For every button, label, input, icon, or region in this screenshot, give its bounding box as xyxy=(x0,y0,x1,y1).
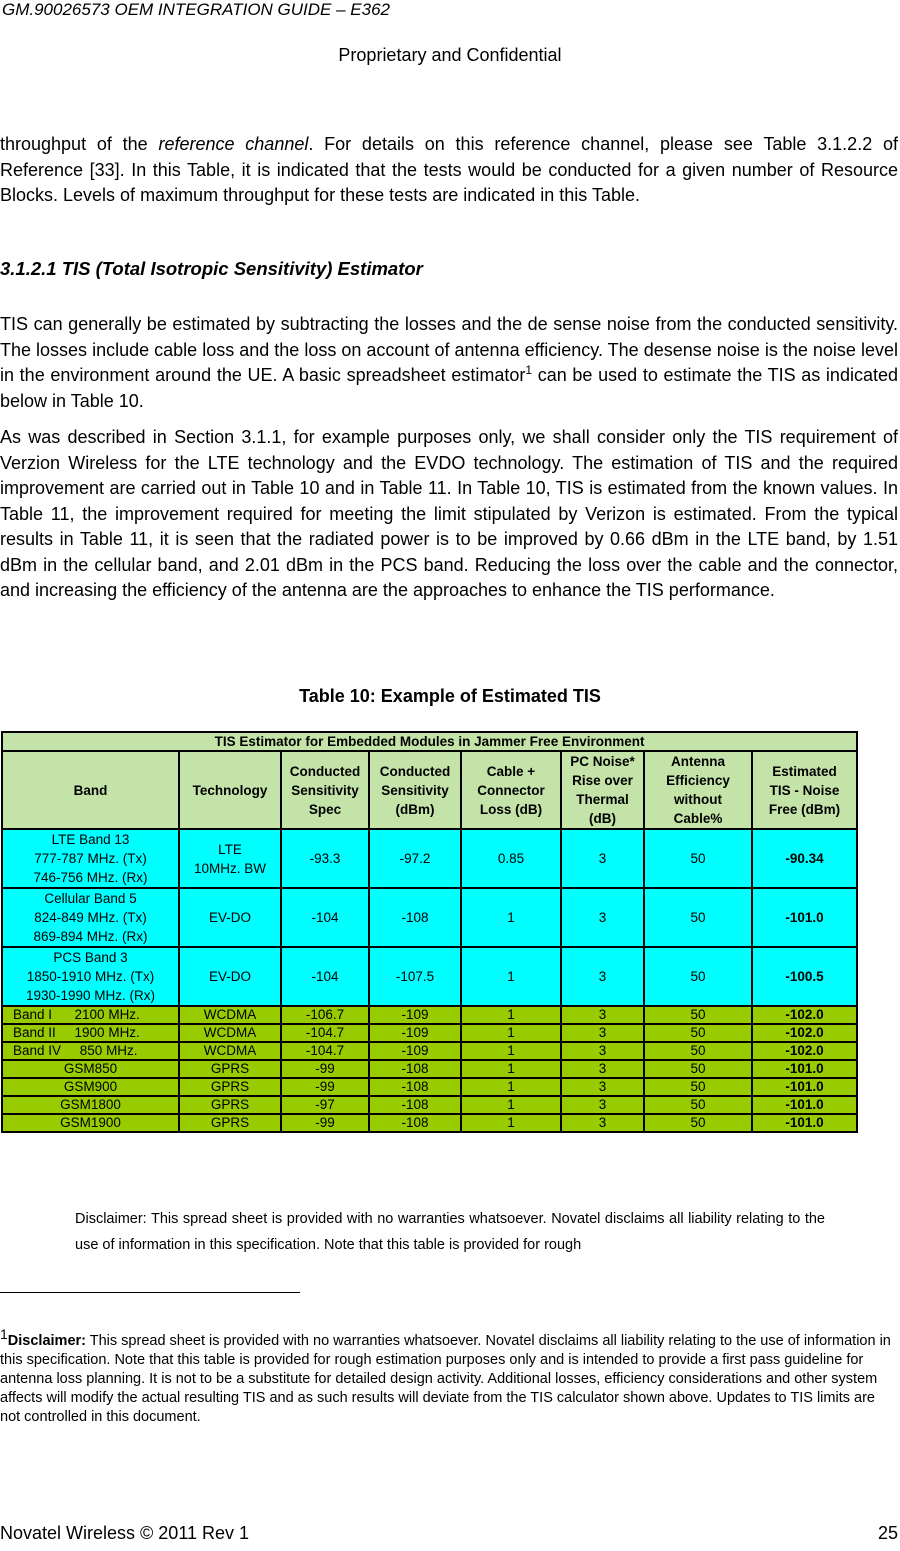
cell-dbm: -109 xyxy=(369,1024,461,1042)
header-technology: Technology xyxy=(179,751,281,829)
cell-loss: 1 xyxy=(461,1024,561,1042)
confidentiality-label: Proprietary and Confidential xyxy=(338,45,562,65)
cell-estimated-tis: -102.0 xyxy=(752,1042,857,1060)
cell-dbm: -108 xyxy=(369,1078,461,1096)
cell-spec: -104 xyxy=(281,947,369,1006)
header-sensitivity-dbm: Conducted Sensitivity (dBm) xyxy=(369,751,461,829)
cell-noise: 3 xyxy=(561,1096,644,1114)
cell-band: GSM1900 xyxy=(2,1114,179,1132)
para2-after: can be used to estimate the TIS as indicated below in Table 10. xyxy=(0,365,898,411)
cell-estimated-tis: -90.34 xyxy=(752,829,857,888)
footnote-reference[interactable]: 1 xyxy=(525,363,533,377)
cell-loss: 1 xyxy=(461,1096,561,1114)
cell-estimated-tis: -101.0 xyxy=(752,1114,857,1132)
cell-efficiency: 50 xyxy=(644,829,752,888)
cell-estimated-tis: -102.0 xyxy=(752,1006,857,1024)
cell-efficiency: 50 xyxy=(644,1114,752,1132)
cell-noise: 3 xyxy=(561,1114,644,1132)
cell-noise: 3 xyxy=(561,888,644,947)
cell-efficiency: 50 xyxy=(644,1006,752,1024)
header-antenna-efficiency: Antenna Efficiency without Cable% xyxy=(644,751,752,829)
footnote-label: Disclaimer: xyxy=(7,1333,86,1349)
table-row xyxy=(2,1006,857,1024)
cell-technology: WCDMA xyxy=(179,1024,281,1042)
cell-spec: -93.3 xyxy=(281,829,369,888)
cell-technology: EV-DO xyxy=(179,947,281,1006)
footnote xyxy=(0,1325,898,1427)
cell-dbm: -108 xyxy=(369,1060,461,1078)
cell-technology: WCDMA xyxy=(179,1006,281,1024)
cell-estimated-tis: -101.0 xyxy=(752,1078,857,1096)
table-row xyxy=(2,1096,857,1114)
table-row xyxy=(2,1060,857,1078)
cell-dbm: -109 xyxy=(369,1006,461,1024)
cell-estimated-tis: -100.5 xyxy=(752,947,857,1006)
table-row xyxy=(2,947,857,1006)
table-caption: Table 10: Example of Estimated TIS xyxy=(299,686,601,706)
cell-estimated-tis: -101.0 xyxy=(752,1060,857,1078)
cell-dbm: -108 xyxy=(369,1114,461,1132)
cell-loss: 1 xyxy=(461,1114,561,1132)
cell-spec: -104 xyxy=(281,888,369,947)
table-title-row xyxy=(2,732,857,751)
cell-loss: 1 xyxy=(461,888,561,947)
cell-band: GSM900 xyxy=(2,1078,179,1096)
footnote-number: 1 xyxy=(0,1326,8,1342)
cell-noise: 3 xyxy=(561,947,644,1006)
cell-spec: -99 xyxy=(281,1078,369,1096)
cell-technology: EV-DO xyxy=(179,888,281,947)
table-title: TIS Estimator for Embedded Modules in Jammer Free Environment xyxy=(2,732,857,751)
cell-efficiency: 50 xyxy=(644,1042,752,1060)
cell-dbm: -108 xyxy=(369,1096,461,1114)
cell-band: GSM850 xyxy=(2,1060,179,1078)
cell-estimated-tis: -101.0 xyxy=(752,888,857,947)
cell-noise: 3 xyxy=(561,1042,644,1060)
cell-technology: WCDMA xyxy=(179,1042,281,1060)
cell-dbm: -107.5 xyxy=(369,947,461,1006)
document-title: GM.90026573 OEM INTEGRATION GUIDE – E362 xyxy=(2,0,390,19)
table-row xyxy=(2,1042,857,1060)
cell-technology: GPRS xyxy=(179,1096,281,1114)
cell-efficiency: 50 xyxy=(644,888,752,947)
table-disclaimer: Disclaimer: This spread sheet is provided with no warranties whatsoever. Novatel disclaims all liability relating to the use of information in this specification. Note that this table is provided for rough xyxy=(75,1211,825,1253)
section-heading: 3.1.2.1 TIS (Total Isotropic Sensitivity) Estimator xyxy=(0,258,423,279)
table-row xyxy=(2,829,857,888)
paragraph-tis-intro xyxy=(0,312,898,414)
footnote-text: This spread sheet is provided with no warranties whatsoever. Novatel disclaims all liability relating to the use of information in this specification. Note that this table is provided for rough estimation purposes only and is intended to provide a first pass guideline for antenna loss planning. It is not to be a substitute for detailed design activity. Additional losses, efficiency considerations and other system affects will modify the actual resulting TIS and as such results will deviate from the TIS calculator shown above. Updates to TIS limits are not controlled in this document. xyxy=(0,1333,891,1425)
cell-spec: -99 xyxy=(281,1114,369,1132)
cell-technology: GPRS xyxy=(179,1114,281,1132)
cell-loss: 1 xyxy=(461,1042,561,1060)
cell-loss: 1 xyxy=(461,1060,561,1078)
cell-noise: 3 xyxy=(561,829,644,888)
header-cable-loss: Cable + Connector Loss (dB) xyxy=(461,751,561,829)
header-noise-rise: PC Noise* Rise over Thermal (dB) xyxy=(561,751,644,829)
cell-spec: -97 xyxy=(281,1096,369,1114)
para2-before: TIS can generally be estimated by subtracting the losses and the de sense noise from the conducted sensitivity. The losses include cable loss and the loss on account of antenna efficiency. The desense noise is the noise level in the environment around the UE. A basic spreadsheet estimator xyxy=(0,314,898,385)
cell-spec: -104.7 xyxy=(281,1024,369,1042)
paragraph-verizon: As was described in Section 3.1.1, for example purposes only, we shall consider only the TIS requirement of Verzion Wireless for the LTE technology and the EVDO technology. The estimation of TIS and the required improvement are carried out in Table 10 and in Table 11. In Table 10, TIS is estimated from the known values. In Table 11, the improvement required for meeting the limit stipulated by Verizon is estimated. From the typical results in Table 11, it is seen that the radiated power is to be improved by 0.66 dBm in the LTE band, by 1.51 dBm in the cellular band, and 2.01 dBm in the PCS band. Reducing the loss over the cable and the connector, and increasing the efficiency of the antenna are the approaches to enhance the TIS performance. xyxy=(0,427,898,600)
table-header-row xyxy=(2,751,857,829)
cell-band: Cellular Band 5 824-849 MHz. (Tx) 869-894 MHz. (Rx) xyxy=(2,888,179,947)
cell-efficiency: 50 xyxy=(644,1060,752,1078)
para1-after: . For details on this reference channel, please see Table 3.1.2.2 of Reference [33]. In this Table, it is indicated that the tests would be conducted for a given number of Resource Blocks. Levels of maximum throughput for these tests are indicated in this Table. xyxy=(0,134,898,205)
cell-efficiency: 50 xyxy=(644,947,752,1006)
cell-band: GSM1800 xyxy=(2,1096,179,1114)
cell-technology: GPRS xyxy=(179,1078,281,1096)
cell-dbm: -109 xyxy=(369,1042,461,1060)
cell-noise: 3 xyxy=(561,1078,644,1096)
cell-loss: 1 xyxy=(461,1006,561,1024)
table-row xyxy=(2,1024,857,1042)
table-row xyxy=(2,1114,857,1132)
cell-technology: LTE 10MHz. BW xyxy=(179,829,281,888)
header-band: Band xyxy=(2,751,179,829)
cell-technology: GPRS xyxy=(179,1060,281,1078)
table-row xyxy=(2,1078,857,1096)
footnote-separator xyxy=(0,1292,300,1293)
tis-estimator-table xyxy=(1,731,858,1133)
cell-dbm: -97.2 xyxy=(369,829,461,888)
cell-spec: -106.7 xyxy=(281,1006,369,1024)
paragraph-throughput xyxy=(0,132,898,209)
para1-emphasis: reference channel xyxy=(158,134,309,154)
cell-spec: -104.7 xyxy=(281,1042,369,1060)
cell-efficiency: 50 xyxy=(644,1096,752,1114)
cell-noise: 3 xyxy=(561,1006,644,1024)
header-estimated-tis: Estimated TIS - Noise Free (dBm) xyxy=(752,751,857,829)
cell-dbm: -108 xyxy=(369,888,461,947)
cell-loss: 0.85 xyxy=(461,829,561,888)
para1-before: throughput of the xyxy=(0,134,159,154)
cell-band: PCS Band 3 1850-1910 MHz. (Tx) 1930-1990 MHz. (Rx) xyxy=(2,947,179,1006)
table-row xyxy=(2,888,857,947)
cell-estimated-tis: -102.0 xyxy=(752,1024,857,1042)
cell-loss: 1 xyxy=(461,947,561,1006)
page-number: 25 xyxy=(877,1523,898,1543)
cell-estimated-tis: -101.0 xyxy=(752,1096,857,1114)
cell-band: LTE Band 13 777-787 MHz. (Tx) 746-756 MHz. (Rx) xyxy=(2,829,179,888)
cell-spec: -99 xyxy=(281,1060,369,1078)
cell-band: Band IV 850 MHz. xyxy=(2,1042,179,1060)
cell-efficiency: 50 xyxy=(644,1024,752,1042)
cell-band: Band I 2100 MHz. xyxy=(2,1006,179,1024)
cell-noise: 3 xyxy=(561,1024,644,1042)
cell-band: Band II 1900 MHz. xyxy=(2,1024,179,1042)
footer-copyright: Novatel Wireless © 2011 Rev 1 xyxy=(0,1523,250,1543)
cell-efficiency: 50 xyxy=(644,1078,752,1096)
cell-noise: 3 xyxy=(561,1060,644,1078)
header-sensitivity-spec: Conducted Sensitivity Spec xyxy=(281,751,369,829)
cell-loss: 1 xyxy=(461,1078,561,1096)
